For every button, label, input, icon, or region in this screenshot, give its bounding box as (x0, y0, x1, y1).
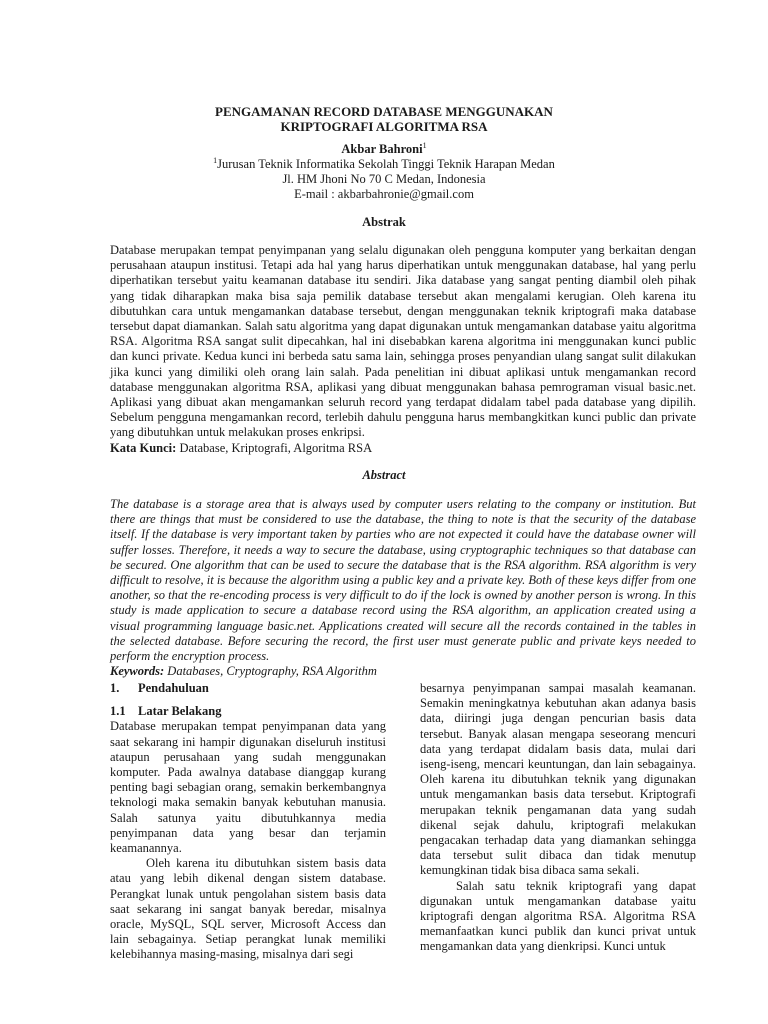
author-affiliation-line (0, 157, 768, 172)
right-column (420, 681, 696, 955)
subsection-1-1-heading (110, 704, 386, 719)
author-name: Akbar Bahroni (341, 142, 423, 156)
abstract-heading: Abstract (362, 468, 406, 482)
subsection-1-1-title: Latar Belakang (138, 704, 222, 719)
paper-title (0, 104, 768, 134)
author-email: E-mail : akbarbahronie@gmail.com (294, 187, 474, 201)
section-1-heading (110, 681, 386, 696)
kata-kunci-values: Database, Kriptografi, Algoritma RSA (179, 440, 373, 455)
keywords-values: Databases, Cryptography, RSA Algorithm (167, 664, 377, 679)
subsection-1-1-number: 1.1 (110, 704, 126, 719)
intro-paragraph-2: Oleh karena itu dibutuhkan sistem basis data atau yang lebih dikenal dengan sistem database. Perangkat lunak untuk pengolahan sistem basis data saat sekarang ini sangat banyak beredar, misalnya oracle, MySQL, SQL server, Microsoft Access dan lain sebagainya. Setiap perangkat lunak memiliki kelebihannya masing-masing, misalnya dari segi (110, 856, 386, 962)
section-1-title: Pendahuluan (138, 681, 209, 695)
abstract-body (110, 497, 696, 679)
intro-paragraph-4: Salah satu teknik kriptografi yang dapat digunakan untuk mengamankan database yaitu kriptografi dengan algoritma RSA. Algoritma RSA memanfaatkan kunci publik dan kunci privat untuk mengamankan data yang dienkripsi. Kunci untuk (420, 878, 696, 954)
author-address: Jl. HM Jhoni No 70 C Medan, Indonesia (282, 172, 486, 186)
abstrak-text: Database merupakan tempat penyimpanan yang selalu digunakan oleh pengguna komputer yang berkaitan dengan perusahaan ataupun institusi. Tetapi ada hal yang harus diperhatikan untuk menggunakan database, hal yang perlu diperhatikan tersebut yaitu keamanan database itu sendiri. Jika database yang sangat penting diambil oleh pihak yang tidak diharapkan maka bisa saja pemilik database tersebut akan mengalami kerugian. Oleh karena itu dibutuhkan cara untuk mengamankan database tersebut, dengan menggunakan teknik kriptografi maka database tersebut dapat diamankan. Salah satu algoritma yang dapat digunakan untuk mengamankan database yaitu algoritma RSA. Algoritma RSA sangat sulit dipecahkan, hal ini disebabkan karena algoritma ini menggunakan kunci public dan kunci private. Kedua kunci ini berbeda satu sama lain, sehingga proses penyandian ulang sangat sulit dilakukan jika kunci yang dimiliki oleh orang lain salah. Pada penelitian ini dibuat aplikasi untuk mengamankan record database menggunakan algoritma RSA, aplikasi yang dibuat menggunakan bahasa pemrograman visual basic.net. Aplikasi yang dibuat akan mengamankan seluruh record yang terdapat didalam tabel pada database yang dipilih. Sebelum pengguna mengamankan record, terlebih dahulu pengguna harus membangkitkan kunci public dan private yang dibutuhkan untuk melakukan proses enkripsi. (110, 243, 696, 440)
abstrak-heading: Abstrak (362, 215, 406, 229)
title-line-1: PENGAMANAN RECORD DATABASE MENGGUNAKAN (215, 104, 553, 119)
left-column (110, 681, 386, 963)
section-1-number: 1. (110, 681, 120, 695)
intro-paragraph-3: besarnya penyimpanan sampai masalah keamanan. Semakin meningkatnya kebutuhan akan adanya basis data, diiringi juga dengan pencurian basis data tersebut. Banyak alasan mengapa seseorang mencuri data yang terdapat didalam basis data, mulai dari iseng-iseng, mencari keuntungan, dan lain sebagainya. Oleh karena itu dibutuhkan teknik yang digunakan untuk mengamankan basis data tersebut. Kriptografi merupakan teknik pengamanan data yang sudah dikenal sejak dahulu, kriptografi melakukan pengacakan terhadap data yang diamankan sehingga data tersebut sulit dibaca dan tidak menutup kemungkinan tidak bisa dibaca sama sekali. (420, 681, 696, 878)
abstrak-body (110, 243, 696, 456)
author-block (0, 142, 768, 202)
abstract-text: The database is a storage area that is always used by computer users relating to the company or institution. But there are things that must be considered to use the database, the thing to note is that the security of the database itself. If the database is very important taken by parties who are not expected it could have the database owner will suffer losses. Therefore, it needs a way to secure the database, using cryptographic techniques so that database can be secured. One algorithm that can be used to secure the database that is the RSA algorithm. RSA algorithm is very difficult to resolve, it is because the algorithm using a public key and a private key. Both of these keys differ from one another, so that the re-encoding process is very difficult to do if the lock is owned by another person is wrong. In this study is made application to secure a database record using the RSA algorithm, an application created using a visual programming language basic.net. Applications created will secure all the records contained in the tables in the selected database. Before securing the record, the first user must generate public and private keys needed to perform the encryption process. (110, 497, 696, 664)
title-line-2: KRIPTOGRAFI ALGORITMA RSA (280, 119, 488, 134)
keywords-label: Keywords: (110, 664, 165, 679)
intro-paragraph-1: Database merupakan tempat penyimpanan data yang saat sekarang ini hampir digunakan diseluruh institusi ataupun perusahaan yang sudah menggunakan komputer. Pada awalnya database dianggap kurang penting bagi sebagian orang, semakin berkembangnya teknologi maka semakin banyak kebutuhan manusia. Salah satunya yaitu dibutuhkannya media penyimpanan data yang besar dan terjamin keamanannya. (110, 719, 386, 856)
author-name-line (0, 142, 768, 157)
kata-kunci-label: Kata Kunci: (110, 440, 177, 455)
affiliation-superscript: 1 (213, 155, 218, 165)
author-superscript: 1 (422, 140, 427, 150)
author-affiliation: Jurusan Teknik Informatika Sekolah Tinggi Teknik Harapan Medan (217, 157, 555, 171)
